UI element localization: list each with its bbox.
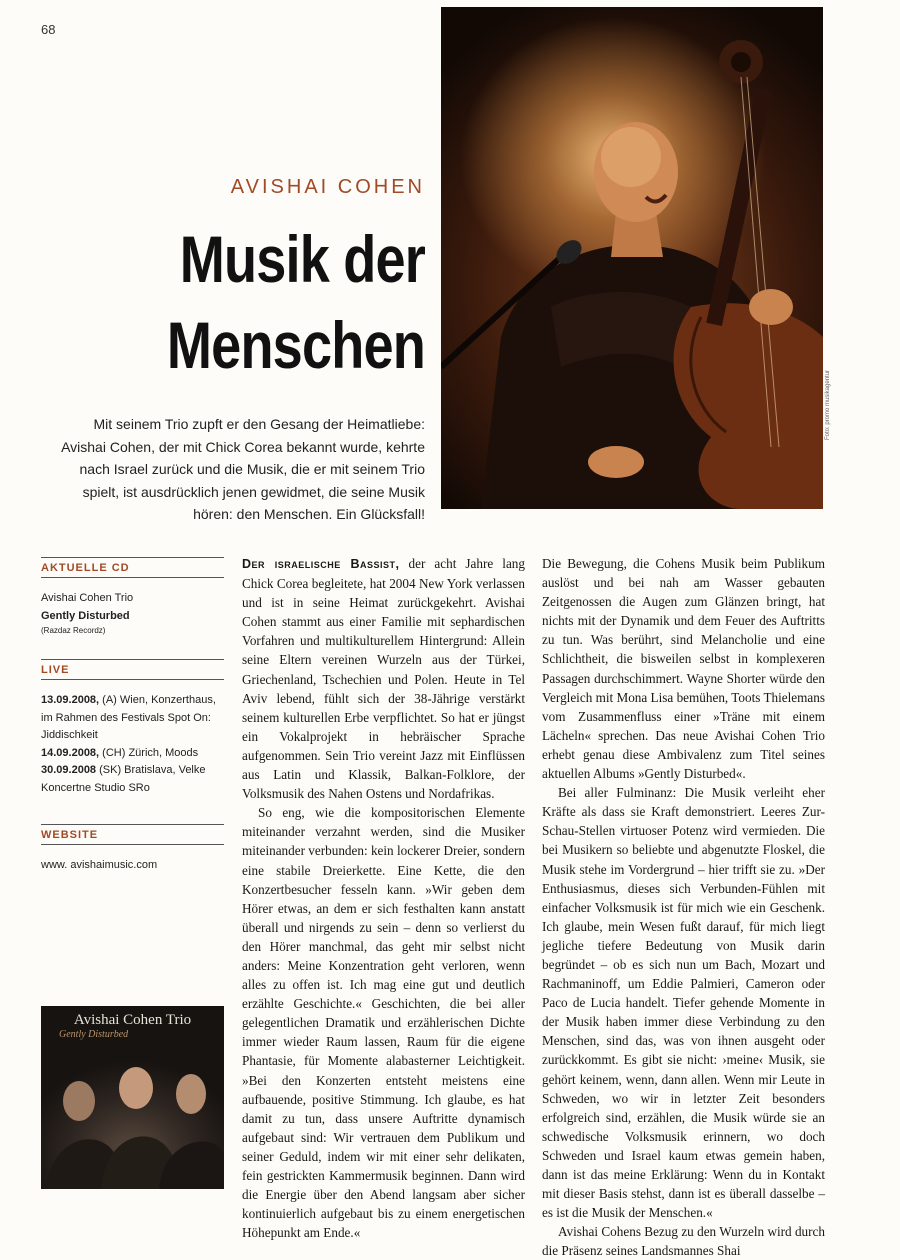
website-heading: WEBSITE: [41, 824, 224, 845]
page-number: 68: [41, 22, 56, 37]
info-sidebar: [41, 557, 224, 875]
live-date-list: [41, 692, 224, 797]
article-column-1: [242, 554, 525, 1242]
article-paragraph: Bei aller Fulminanz: Die Musik verleiht eher Kräfte als dass sie Kraft demonstriert. Leeres Zur-Schau-Stellen virtuoser Potenz wird vermieden. Die bei Musikern so beliebte und abgenutzte Floskel, die Musik stehe im Vordergrund – hier trifft sie zu. »Der Enthusiasmus, dieses sich Verbunden-Fühlen mit einfacher Volksmusik ist für mich wie ein Geschenk. Ich glaube, mein Wesen fußt darauf, für mich liegt jegliche tiefere Bedeutung von Musik darin begründet – ob es sich nun um Bach, Mozart und Rachmaninoff, um Eddie Palmieri, Cameron oder Paco de Lucia handelt. Tiefer gehende Momente in der Musik haben immer diese Verbindung zu den Menschen, sind das, was von ihnen ausgeht oder zurückkommt. Es gibt sie nicht: ›meine‹ Musik, sie gehört keinem, wenn, dann allen. Wenn mir Leute in Schweden, wo wir in letzter Zeit besonders erfolgreich sind, erzählen, die Musik würde sie an schwedische Volksmusik erinnern, wo doch Schweden und Israel kaum etwas gemein haben, dann ist das meine Erklärung: Wenn du in Kontakt mit dieser Basis stehst, dann ist es überall dasselbe – es ist die Musik der Menschen.«: [542, 785, 825, 1221]
cd-album: Gently Disturbed: [41, 609, 130, 622]
live-date: 13.09.2008,: [41, 694, 100, 706]
live-date-item: [41, 745, 224, 763]
cd-artist: Avishai Cohen Trio: [41, 592, 134, 604]
live-date-item: [41, 692, 224, 745]
article-column-2: [542, 554, 825, 1260]
photo-credit: Foto: promo musikagentur: [825, 369, 831, 440]
cd-cover-title: Avishai Cohen Trio: [73, 1012, 192, 1028]
live-date-item: [41, 762, 224, 797]
article-paragraph: Avishai Cohens Bezug zu den Wurzeln wird durch die Präsenz seines Landsmannes Shai: [542, 1224, 825, 1259]
live-date: 14.09.2008,: [41, 746, 100, 759]
headline-line-1: Musik der: [179, 222, 425, 296]
cd-label: (Razdaz Recordz): [41, 626, 106, 635]
hero-photo: [441, 7, 823, 509]
live-venue: (A) Wien, Konzerthaus, im Rahmen des Festivals Spot On: Jiddischkeit: [41, 694, 216, 741]
trio-portrait-illustration: [41, 1006, 224, 1189]
cd-heading: AKTUELLE CD: [41, 557, 224, 578]
website-link[interactable]: www. avishaimusic.com: [41, 859, 158, 871]
live-date: 30.09.2008: [41, 764, 97, 776]
bassist-illustration: [441, 7, 823, 509]
article-paragraph: Der israelische Bassist, der acht Jahre lang Chick Corea begleitete, hat 2004 New York verlassen und ist in seine Heimat zurückgekehrt. Avishai Cohen stammt aus einer Familie mit sephardischen Vorfahren und multikulturellem Hintergrund: Allein seine Eltern vereinen Wurzeln aus der Türkei, Griechenland, Tschechien und Polen. Heute in Tel Aviv lebend, fühlt sich der 38-Jährige verstärkt seinem kulturellen Erbe verpflichtet. So hat er jüngst ein Vokalprojekt in hebräischer Sprache aufgenommen. Sein Trio vereint Jazz mit Einflüssen aus Latin und Klassik, Balkan-Folklore, der Volksmusik des Nahen Ostens und Nordafrikas.: [242, 556, 525, 802]
article-lede: Der israelische Bassist,: [242, 557, 400, 571]
article-headline: [159, 216, 426, 388]
live-heading: LIVE: [41, 659, 224, 680]
live-venue: (CH) Zürich, Moods: [99, 746, 199, 759]
cd-cover-subtitle: Gently Disturbed: [59, 1029, 129, 1040]
cd-cover: [41, 1006, 224, 1189]
headline-line-2: Menschen: [166, 308, 425, 382]
article-lead: Mit seinem Trio zupft er den Gesang der Heimatliebe: Avishai Cohen, der mit Chick Corea bekannt wurde, kehrte nach Israel zurück und die Musik, die er mit seinem Trio spielt, ist ausdrücklich jenen gewidmet, die seine Musik hören: den Menschen. Ein Glücksfall!: [61, 416, 425, 522]
article-kicker: AVISHAI COHEN: [230, 176, 425, 198]
article-paragraph: Die Bewegung, die Cohens Musik beim Publikum auslöst und bei nah am Wasser gebauten Zeitgenossen die Augen zum Glänzen bringt, hat nichts mit der Dynamik und dem Feuer des Auftritts zu tun. Was berührt, sind Melancholie und eine Schlichtheit, die bisweilen selbst in komplexeren Passagen durchschimmert. Wayne Shorter würde den Vergleich mit Mona Lisa bemühen, Toots Thielemans vom Zusammenfluss einer »Träne mit einem Lächeln« sprechen. Das neue Avishai Cohen Trio erhebt genau diese Ambivalenz zum Titel seines aktuellen Albums »Gently Disturbed«.: [542, 556, 825, 782]
article-paragraph: So eng, wie die kompositorischen Elemente miteinander verzahnt werden, sind die Musiker miteinander verbunden: kein lockerer Dreier, sondern eine stabile Dreierkette. Eine Kette, die den Konzertbesucher fesseln kann. »Wir geben dem Hörer etwas, an dem er sich festhalten kann anstatt überall und nirgends zu sein – denn so verlierst du den Hörer manchmal, das geht mir selbst nicht anders: Meine Konzentration geht verloren, wenn alles zu offen ist. Ich mag eine gut und deutlich erzählte Geschichte.« Geschichten, die bei aller gelegentlichen Dramatik und erzählerischen Dichte immer wieder Raum lassen, Raum für die eigene Phantasie, für Momente alabasterner Leichtigkeit. »Bei den Konzerten entsteht meistens eine aufbauende, positive Stimmung. Ich glaube, es hat damit zu tun, dass unsere Auftritte dynamisch aufgebaut sind: Wir vertrauen dem Publikum und seiner Geduld, indem wir mit einer sehr delikaten, fein gestrickten Kammermusik beginnen. Dann wird die Energie über den Abend langsam aber sicher kontinuierlich aufgebaut bis zu einem energetischen Höhepunkt am Ende.«: [242, 805, 525, 1241]
live-venue: (SK) Bratislava, Velke Koncertne Studio SRo: [41, 764, 206, 794]
